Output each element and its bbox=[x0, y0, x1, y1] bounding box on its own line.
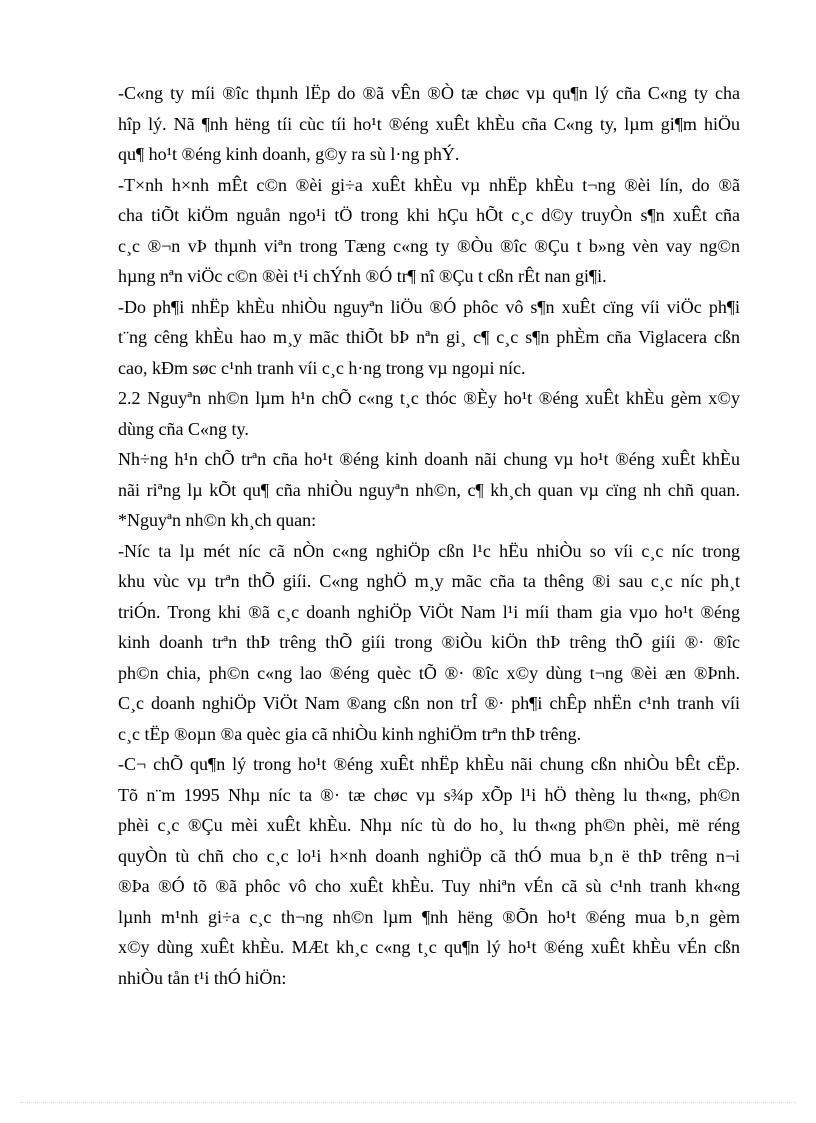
text-line: hîp lý. Nã ¶nh hëng tíi cùc tíi ho¹t ®éng xuÊt khÈu cña C«ng ty, lµm gi¶m hiÖu bbox=[118, 113, 740, 134]
text-line: c¸c tËp ®oµn ®a quèc gia cã nhiÒu kinh nghiÖm trªn thÞ trêng. bbox=[118, 723, 582, 744]
text-line: ®Þa ®Ó tõ ®ã phôc vô cho xuÊt khÈu. Tuy nhiªn vÉn cã sù c¹nh tranh kh«ng bbox=[118, 876, 740, 896]
text-line: ph©n chia, ph©n c«ng lao ®éng quèc tÕ ®· ®îc x©y dùng t¬ng ®èi æn ®Þnh. bbox=[118, 662, 740, 683]
text-line: nãi riªng lµ kÕt qu¶ cña nhiÒu nguyªn nh©n, c¶ kh¸ch quan vµ cïng nh chñ quan. bbox=[118, 479, 740, 500]
text-line: kinh doanh trªn thÞ trêng thÕ giíi trong ®iÒu kiÖn thÞ trêng thÕ giíi ®· ®îc bbox=[118, 632, 740, 652]
document-body bbox=[118, 78, 740, 993]
text-line: hµng nªn viÖc c©n ®èi t¹i chÝnh ®Ó tr¶ nî ®Çu t cßn rÊt nan gi¶i. bbox=[118, 266, 607, 286]
text-line: lµnh m¹nh gi÷a c¸c th¬ng nh©n lµm ¶nh hëng ®Õn ho¹t ®éng mua b¸n gèm bbox=[118, 906, 740, 927]
text-line: C¸c doanh nghiÖp ViÖt Nam ®ang cßn non trÎ ®· ph¶i chÊp nhËn c¹nh tranh víi bbox=[118, 693, 740, 713]
text-line: Nh÷ng h¹n chÕ trªn cña ho¹t ®éng kinh doanh nãi chung vµ ho¹t ®éng xuÊt khÈu bbox=[118, 449, 740, 469]
text-line: 2.2 Nguyªn nh©n lµm h¹n chÕ c«ng t¸c thóc ®Èy ho¹t ®éng xuÊt khÈu gèm x©y bbox=[118, 388, 740, 408]
text-line: cha tiÕt kiÖm nguån ngo¹i tÖ trong khi hÇu hÕt c¸c d©y truyÒn s¶n xuÊt cña bbox=[118, 205, 740, 225]
text-line: qu¶ ho¹t ®éng kinh doanh, g©y ra sù l·ng phÝ. bbox=[118, 144, 460, 164]
text-line: -Níc ta lµ mét níc cã nÒn c«ng nghiÖp cßn l¹c hËu nhiÒu so víi c¸c níc trong bbox=[118, 540, 740, 561]
text-line: nhiÒu tån t¹i thÓ hiÖn: bbox=[118, 967, 287, 988]
text-line: *Nguyªn nh©n kh¸ch quan: bbox=[118, 510, 317, 530]
text-line: phèi c¸c ®Çu mèi xuÊt khÈu. Nhµ níc tù do ho¸ lu th«ng ph©n phèi, më réng bbox=[118, 815, 740, 835]
text-line: khu vùc vµ trªn thÕ giíi. C«ng nghÖ m¸y mãc cña ta thêng ®i sau c¸c níc ph¸t bbox=[118, 571, 740, 591]
page-bottom-border bbox=[20, 1102, 796, 1103]
text-line: triÓn. Trong khi ®ã c¸c doanh nghiÖp ViÖt Nam l¹i míi tham gia vµo ho¹t ®éng bbox=[118, 601, 740, 622]
text-line: Tõ n¨m 1995 Nhµ níc ta ®· tæ chøc vµ s¾p xÕp l¹i hÖ thèng lu th«ng, ph©n bbox=[118, 784, 740, 805]
text-line: -T×nh h×nh mÊt c©n ®èi gi÷a xuÊt khÈu vµ nhËp khÈu t¬ng ®èi lín, do ®ã bbox=[118, 174, 740, 195]
text-line: t¨ng cêng khÈu hao m¸y mãc thiÕt bÞ nªn gi¸ c¶ c¸c s¶n phÈm cña Viglacera cßn bbox=[118, 327, 740, 347]
text-line: dùng cña C«ng ty. bbox=[118, 418, 249, 439]
text-line: cao, kÐm søc c¹nh tranh víi c¸c h·ng trong vµ ngoµi níc. bbox=[118, 357, 526, 378]
text-line: c¸c ®¬n vÞ thµnh viªn trong Tæng c«ng ty ®Òu ®îc ®Çu t b»ng vèn vay ng©n bbox=[118, 235, 740, 256]
text-line: -C«ng ty míi ®îc thµnh lËp do ®ã vÊn ®Ò tæ chøc vµ qu¶n lý cña C«ng ty cha bbox=[118, 83, 740, 103]
text-line: -Do ph¶i nhËp khÈu nhiÒu nguyªn liÖu ®Ó phôc vô s¶n xuÊt cïng víi viÖc ph¶i bbox=[118, 296, 740, 317]
text-line: quyÒn tù chñ cho c¸c lo¹i h×nh doanh nghiÖp cã thÓ mua b¸n ë thÞ trêng n¬i bbox=[118, 845, 740, 866]
text-line: -C¬ chÕ qu¶n lý trong ho¹t ®éng xuÊt nhËp khÈu nãi chung cßn nhiÒu bÊt cËp. bbox=[118, 754, 740, 774]
text-line: x©y dùng xuÊt khÈu. MÆt kh¸c c«ng t¸c qu¶n lý ho¹t ®éng xuÊt khÈu vÉn cßn bbox=[118, 937, 740, 957]
